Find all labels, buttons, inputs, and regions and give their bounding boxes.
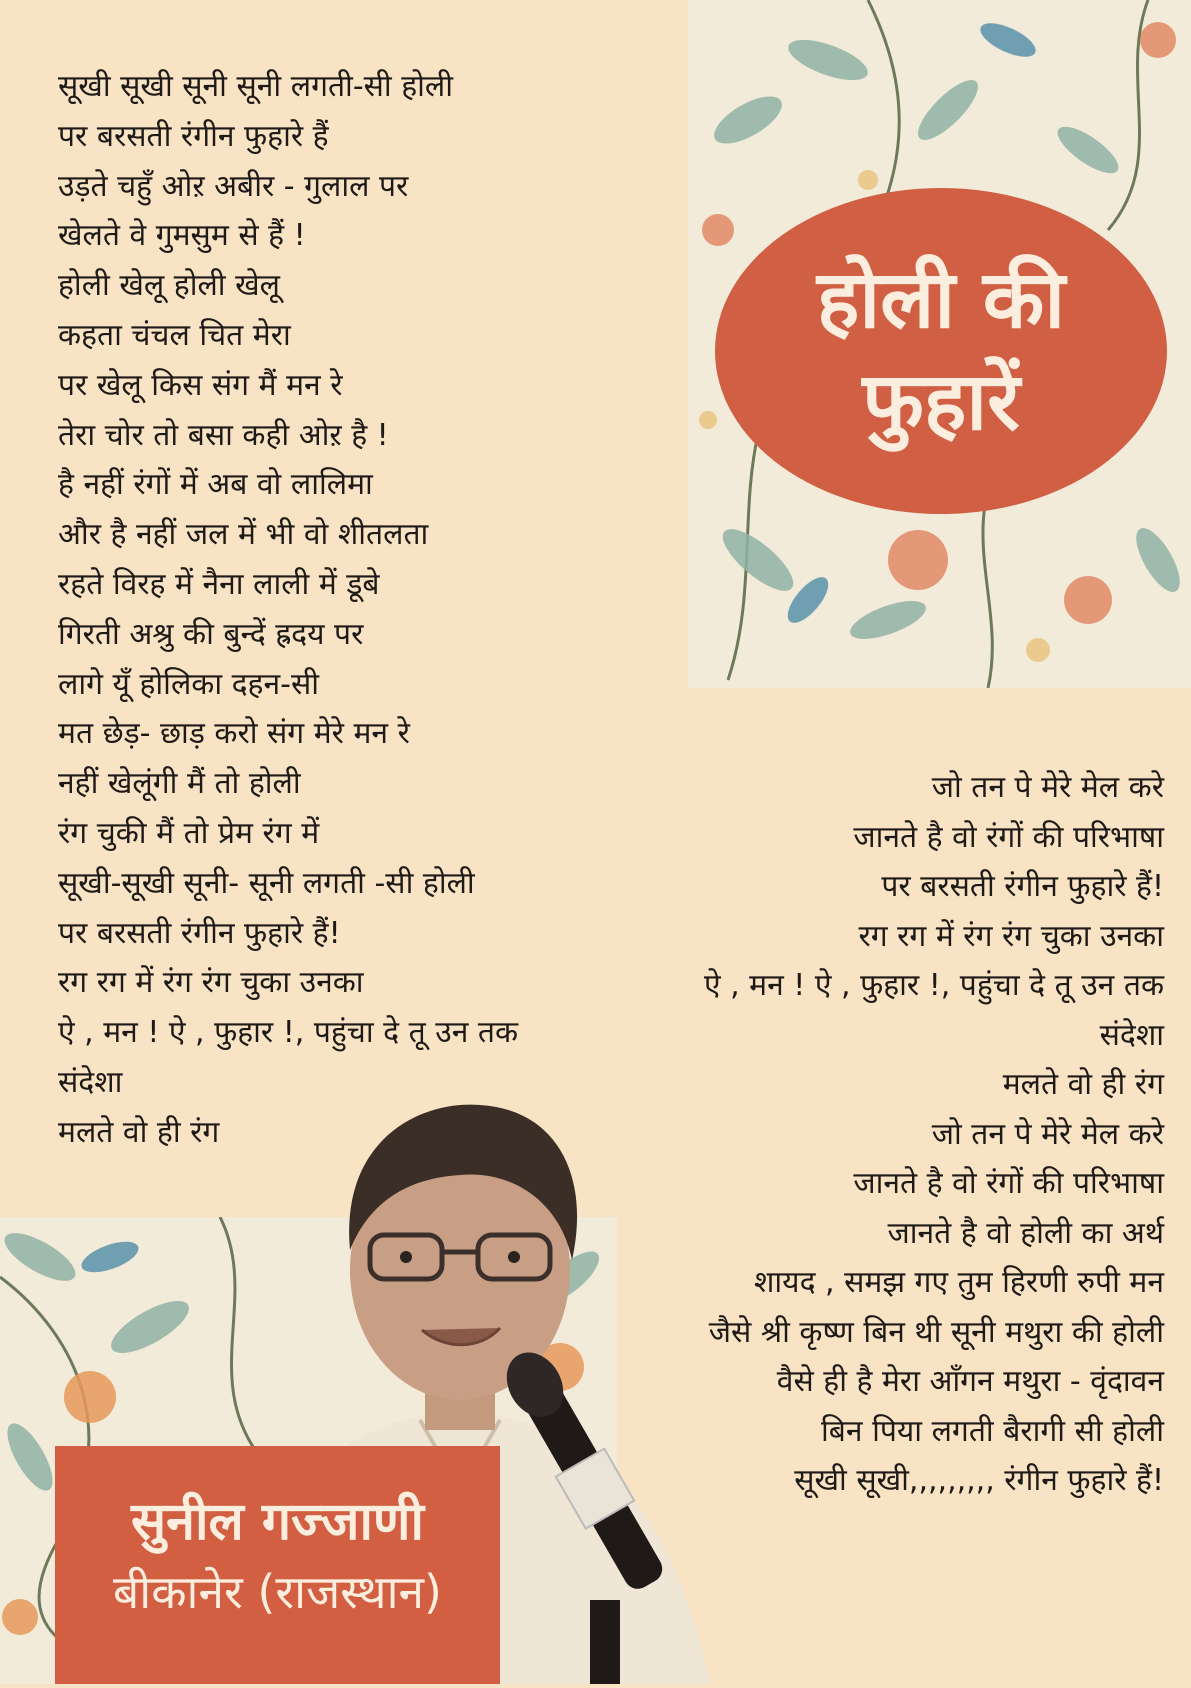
poem-line: खेलते वे गुमसुम से हैं ! (58, 218, 306, 254)
poem-line: नहीं खेलूंगी मैं तो होली (58, 766, 301, 802)
author-card (55, 1446, 500, 1684)
poem-left-column (58, 62, 598, 1158)
poem-line: मलते वो ही रंग (1002, 1067, 1164, 1102)
poem-line: सूखी सूखी सूनी सूनी लगती-सी होली (58, 69, 454, 104)
poem-line: रग रग में रंग रंग चुका उनका (58, 965, 364, 1001)
poem-line: रग रग में रंग रंग चुका उनका (858, 918, 1164, 954)
title-badge (715, 188, 1167, 514)
poem-line: गिरती अश्रु की बुन्दें ह्रदय पर (58, 616, 364, 652)
poem-line: है नहीं रंगों में अब वो लालिमा (58, 467, 373, 503)
author-name: सुनील गज्जाणी (131, 1492, 424, 1552)
poem-line: लागे यूँ होलिका दहन-सी (58, 666, 320, 702)
poem-line: जानते है वो रंगों की परिभाषा (853, 819, 1164, 855)
poem-line: तेरा चोर तो बसा कही ओऱ है ! (58, 417, 389, 453)
poem-line: संदेशा (58, 1064, 123, 1100)
poem-line: जैसे श्री कृष्ण बिन थी सूनी मथुरा की होली (708, 1314, 1164, 1350)
poem-line: मलते वो ही रंग (58, 1114, 220, 1150)
poem-line: सूखी-सूखी सूनी- सूनी लगती -सी होली (58, 865, 475, 901)
poem-line: सूखी सूखी,,,,,,,,, रंगीन फुहारे हैं! (794, 1463, 1164, 1498)
poem-line: और है नहीं जल में भी वो शीतलता (58, 517, 429, 553)
poem-line: ऐ , मन ! ऐ , फुहार !, पहुंचा दे तू उन तक (58, 1015, 519, 1051)
poem-line: जो तन पे मेरे मेल करे (931, 770, 1164, 805)
poem-line: होली खेलू होली खेलू (58, 268, 280, 304)
poem-line: जानते है वो रंगों की परिभाषा (853, 1166, 1164, 1201)
poem-line: पर बरसती रंगीन फुहारे हैं! (58, 915, 341, 951)
poem-line: पर बरसती रंगीन फुहारे हैं! (881, 869, 1164, 904)
author-place: बीकानेर (राजस्थान) (113, 1565, 442, 1619)
poem-line: जो तन पे मेरे मेल करे (931, 1116, 1164, 1152)
poem-line: जानते है वो होली का अर्थ (887, 1215, 1164, 1251)
title-line-2: फुहारें (862, 355, 1020, 448)
poem-line: उड़ते चहुँ ओऱ अबीर - गुलाल पर (58, 168, 409, 204)
poem-line: पर खेलू किस संग मैं मन रे (58, 367, 343, 403)
poem-line: रहते विरह में नैना लाली में डूबे (58, 566, 380, 602)
poem-line: मत छेड़- छाड़ करो संग मेरे मन रे (58, 716, 410, 752)
poem-line: पर बरसती रंगीन फुहारे हैं (58, 118, 329, 154)
poem-line: शायद , समझ गए तुम हिरणी रुपी मन (754, 1265, 1164, 1300)
poem-right-column (664, 763, 1164, 1506)
poem-line: बिन पिया लगती बैरागी सी होली (820, 1413, 1164, 1449)
poem-line: ऐ , मन ! ऐ , फुहार !, पहुंचा दे तू उन तक संदेशा (703, 968, 1164, 1053)
poem-line: कहता चंचल चित मेरा (58, 317, 291, 353)
poem-line: रंग चुकी मैं तो प्रेम रंग में (58, 815, 320, 851)
title-line-1: होली की (816, 253, 1066, 346)
poem-line: वैसे ही है मेरा आँगन मथुरा - वृंदावन (776, 1364, 1164, 1399)
